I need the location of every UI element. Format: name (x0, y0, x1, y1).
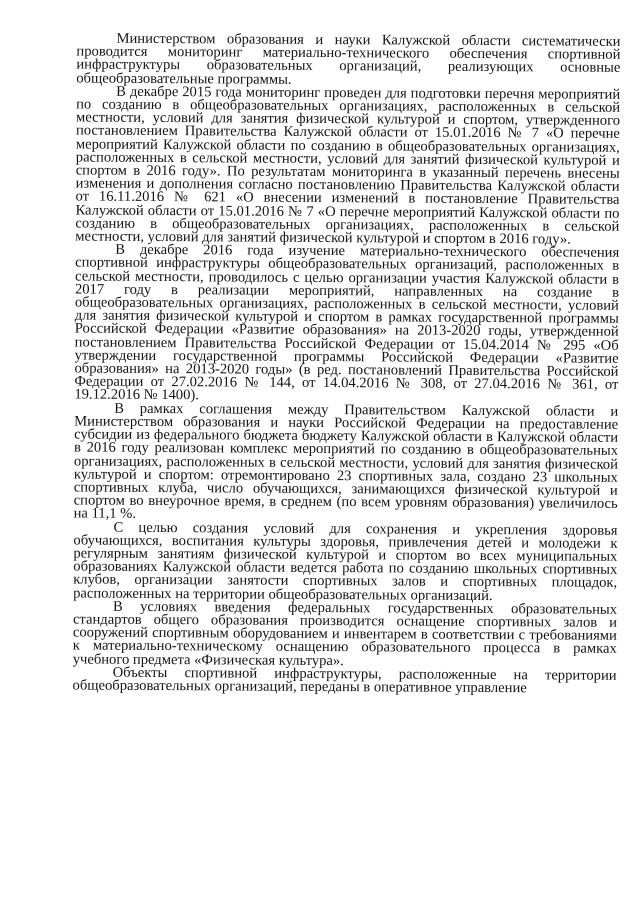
paragraph-monitoring-intro: Министерством образования и науки Калужской области систематически проводится мониторинг материально-технического обеспечения спортивной инфраструктуры образовательных организаций, реализующих основные общеобразовательные программы. (76, 30, 621, 88)
document-text-body (72, 30, 621, 697)
paragraph-fgos-equipment: В условиях введения федеральных государственных образовательных стандартов общего образования производится оснащение спортивных залов и сооружений спортивным оборудованием и инвентарем в соответствии с требованиями к материально-техническому оснащению образовательного процесса в рамках учебного предмета «Физическая культура». (72, 598, 618, 669)
paragraph-health-conditions: С целью создания условий для сохранения и укрепления здоровья обучающихся, воспитания культуры здоровья, привлечения детей и молодежи к регулярным занятиям физической культурой и спортом во всех муниципальных образованиях Калужской области ведется работа по созданию школьных спортивных клубов, организации занятости спортивных залов и спортивных площадок, расположенных на территории общеобразовательных организаций. (73, 519, 618, 604)
paragraph-december-2016: В декабре 2016 года изучение материально-технического обеспечения спортивной инфраструктуры общеобразовательных организаций, расположенных в сельской местности, проводилось с целью организации участия Калужской области в 2017 году в реализации мероприятий, направленных на создание в общеобразовательных организациях, расположенных в сельской местности, условий для занятия физической культурой и спортом в рамках государственной программы Российской Федерации «Развитие образования» на 2013-2020 годы, утвержденной постановлением Правительства Российской Федерации от 15.04.2014 № 295 «Об утверждении государственной программы Российской Федерации «Развитие образования» на 2013-2020 годы» (в ред. постановлений Правительства Российской Федерации от 27.02.2016 № 144, от 14.04.2016 № 308, от 27.04.2016 № 361, от 19.12.2016 № 1400). (74, 241, 620, 404)
paragraph-december-2015: В декабре 2015 года мониторинг проведен для подготовки перечня мероприятий по созданию в общеобразовательных организациях, расположенных в сельской местности, условий для занятия физической культурой и спортом, утвержденного постановлением Правительства Калужской области от 15.01.2016 № 7 «О перечне мероприятий Калужской области по созданию в общеобразовательных организациях, расположенных в сельской местности, условий для занятий физической культурой и спортом в 2016 году». По результатам мониторинга в указанный перечень внесены изменения и дополнения согласно постановлению Правительства Калужской области от 16.11.2016 № 621 «О внесении изменений в постановление Правительства Калужской области от 15.01.2016 № 7 «О перечне мероприятий Калужской области по созданию в общеобразовательных организациях, расположенных в сельской местности, условий для занятий физической культурой и спортом в 2016 году». (75, 83, 621, 248)
paragraph-agreement-2016: В рамках соглашения между Правительством Калужской области и Министерством образования и науки Российской Федерации на предоставление субсидии из федерального бюджета бюджету Калужской области в Калужской области в 2016 году реализован комплекс мероприятий по созданию в общеобразовательных организациях, расположенных в сельской местности, условий для занятия физической культурой и спортом: отремонтировано 23 спортивных зала, создано 23 школьных спортивных клуба, число обучающихся, занимающихся физической культурой и спортом во внеурочное время, в среднем (по всем уровням образования) увеличилось на 11,1 %. (73, 400, 619, 523)
paragraph-sports-objects: Объекты спортивной инфраструктуры, расположенные на территории общеобразовательных организаций, переданы в оперативное управление (72, 664, 617, 697)
